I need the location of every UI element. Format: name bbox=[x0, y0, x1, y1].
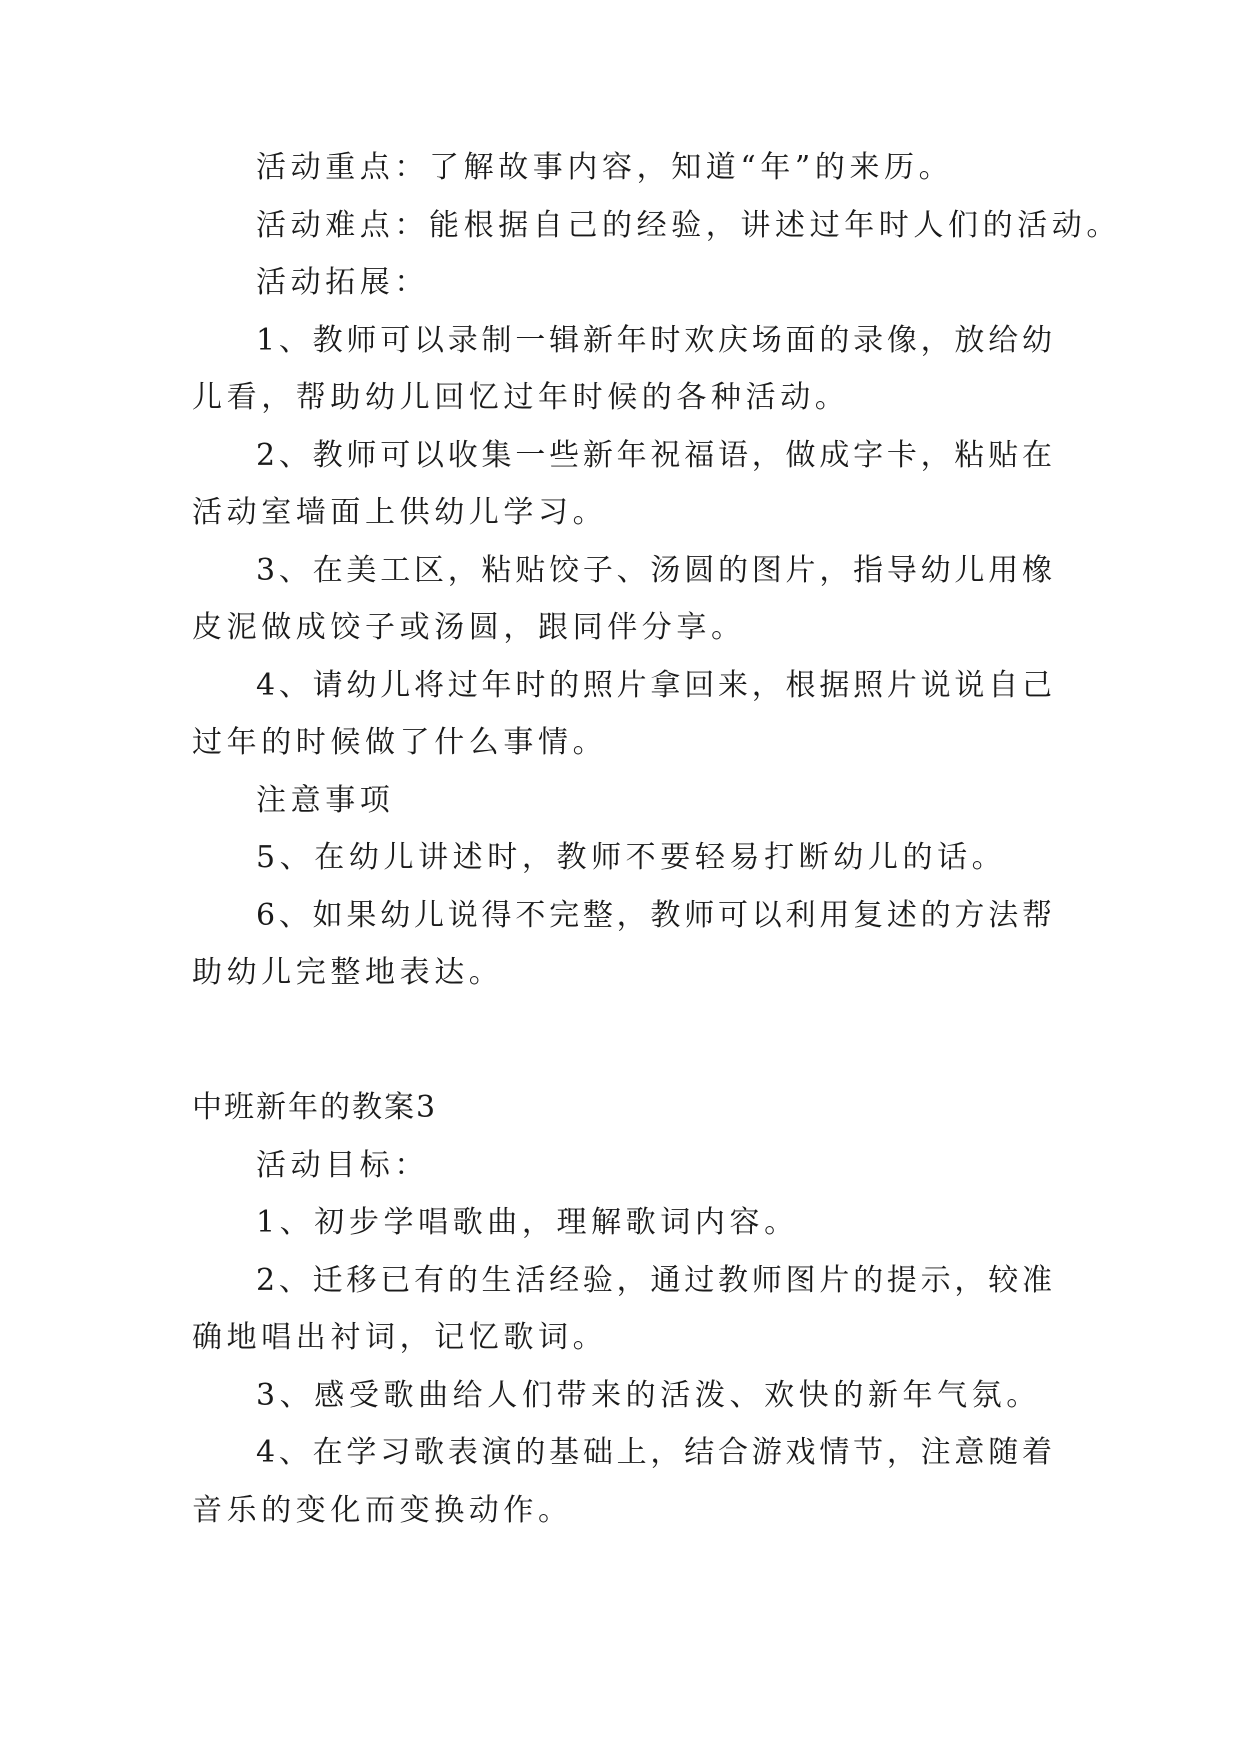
paragraph-activity-focus: 活动重点：了解故事内容，知道“年”的来历。 bbox=[256, 150, 954, 185]
list-item-note-6-line-1: 6、如果幼儿说得不完整，教师可以利用复述的方法帮 bbox=[256, 898, 1052, 933]
list-item-note-5: 5、在幼儿讲述时，教师不要轻易打断幼儿的话。 bbox=[256, 840, 1007, 875]
list-item-note-6-line-2: 助幼儿完整地表达。 bbox=[192, 955, 504, 990]
list-item-extension-4-line-1: 4、请幼儿将过年时的照片拿回来，根据照片说说自己 bbox=[256, 668, 1052, 703]
list-item-extension-2-line-1: 2、教师可以收集一些新年祝福语，做成字卡，粘贴在 bbox=[256, 438, 1052, 473]
list-item-goal-4-line-2: 音乐的变化而变换动作。 bbox=[192, 1493, 573, 1528]
list-item-extension-4-line-2: 过年的时候做了什么事情。 bbox=[192, 725, 608, 760]
list-item-goal-2-line-2: 确地唱出衬词，记忆歌词。 bbox=[192, 1320, 608, 1355]
list-item-extension-1-line-2: 儿看，帮助幼儿回忆过年时候的各种活动。 bbox=[192, 380, 850, 415]
paragraph-activity-goals-heading: 活动目标： bbox=[256, 1148, 429, 1183]
list-item-extension-3-line-1: 3、在美工区，粘贴饺子、汤圆的图片，指导幼儿用橡 bbox=[256, 553, 1052, 588]
list-item-goal-4-line-1: 4、在学习歌表演的基础上，结合游戏情节，注意随着 bbox=[256, 1435, 1052, 1470]
list-item-goal-2-line-1: 2、迁移已有的生活经验，通过教师图片的提示，较准 bbox=[256, 1263, 1052, 1298]
list-item-extension-1-line-1: 1、教师可以录制一辑新年时欢庆场面的录像，放给幼 bbox=[256, 323, 1052, 358]
paragraph-notes-heading: 注意事项 bbox=[256, 783, 395, 818]
paragraph-activity-difficulty: 活动难点：能根据自己的经验，讲述过年时人们的活动。 bbox=[256, 208, 1121, 243]
section-title-lesson-plan-3: 中班新年的教案3 bbox=[192, 1090, 438, 1125]
list-item-goal-1: 1、初步学唱歌曲，理解歌词内容。 bbox=[256, 1205, 799, 1240]
paragraph-activity-extension-heading: 活动拓展： bbox=[256, 265, 429, 300]
list-item-extension-3-line-2: 皮泥做成饺子或汤圆，跟同伴分享。 bbox=[192, 610, 746, 645]
list-item-goal-3: 3、感受歌曲给人们带来的活泼、欢快的新年气氛。 bbox=[256, 1378, 1041, 1413]
list-item-extension-2-line-2: 活动室墙面上供幼儿学习。 bbox=[192, 495, 608, 530]
